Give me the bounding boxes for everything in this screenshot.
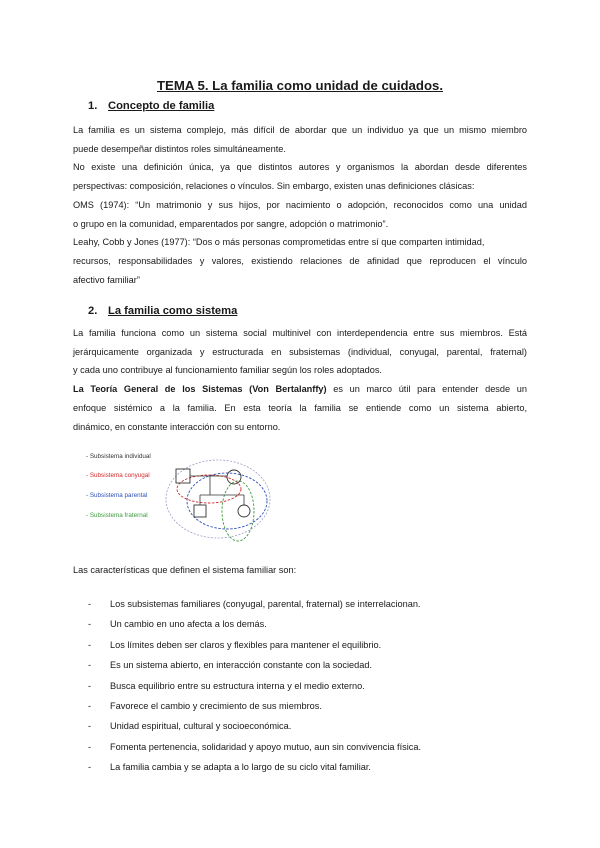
theory-rest: es un marco útil para entender desde un	[326, 384, 527, 395]
subsystems-diagram	[72, 453, 292, 553]
list-dash: -	[88, 680, 92, 691]
section-2-number: 2.	[88, 305, 98, 317]
legend-individual: - Subsistema individual	[86, 453, 151, 460]
list-item-text: Busca equilibrio entre su estructura interna y el medio externo.	[110, 680, 365, 691]
list-dash: -	[88, 721, 92, 732]
legend-parental: - Subsistema parental	[86, 492, 148, 499]
list-dash: -	[88, 599, 92, 609]
paragraph-line: o grupo en la comunidad, emparentados por sangre, adopción o matrimonio”.	[73, 218, 389, 229]
list-item-text: La familia cambia y se adapta a lo largo de su ciclo vital familiar.	[110, 762, 371, 773]
list-dash: -	[88, 700, 92, 711]
paragraph-line: recursos, responsabilidades y valores, existiendo relaciones de afinidad que reproducen el vínculo	[73, 255, 527, 266]
section-2-body	[73, 324, 527, 436]
family-boundary	[166, 460, 270, 538]
paragraph-line: y cada uno contribuye al funcionamiento familiar según los roles adoptados.	[73, 365, 382, 376]
paragraph-line: OMS (1974): “Un matrimonio y sus hijos, por nacimiento o adopción, reconocidos como una unidad	[73, 199, 527, 210]
section-1-heading	[88, 100, 214, 112]
paragraph-line: puede desempeñar distintos roles simultáneamente.	[73, 143, 286, 154]
member-child-1	[194, 505, 206, 517]
paragraph-line: No existe una definición única, ya que distintos autores y organismos la abordan desde diferentes	[73, 162, 527, 173]
list-item-text: Unidad espiritual, cultural y socioeconómica.	[110, 721, 292, 732]
section-1-body	[73, 121, 527, 289]
list-dash: -	[88, 762, 92, 773]
list-dash: -	[88, 639, 92, 650]
paragraph-line: Leahy, Cobb y Jones (1977): “Dos o más personas comprometidas entre sí que comparten intimidad,	[73, 237, 485, 248]
conyugal-subsystem	[177, 475, 241, 503]
list-item-text: Un cambio en uno afecta a los demás.	[110, 619, 267, 630]
legend-fraternal: - Subsistema fraternal	[86, 512, 148, 519]
page-title: TEMA 5. La familia como unidad de cuidados.	[156, 78, 444, 93]
list-item-text: Los subsistemas familiares (conyugal, parental, fraternal) se interrelacionan.	[110, 599, 421, 609]
section-2-heading	[88, 305, 237, 317]
list-dash: -	[88, 660, 92, 671]
list-dash: -	[88, 619, 92, 630]
paragraph-line: dinámico, en constante interacción con su entorno.	[73, 421, 281, 432]
theory-line	[73, 380, 527, 399]
section-1-number: 1.	[88, 100, 98, 112]
list-dash: -	[88, 741, 92, 752]
paragraph-line: enfoque sistémico a la familia. En esta teoría la familia se entiende como un sistema abierto,	[73, 402, 527, 413]
paragraph-line: La familia funciona como un sistema social multinivel con interdependencia entre sus miembros. Está	[73, 328, 527, 338]
paragraph-line: afectivo familiar”	[73, 274, 140, 285]
theory-name: La Teoría General de los Sistemas (Von Bertalanffy)	[73, 384, 327, 395]
legend-conyugal: - Subsistema conyugal	[86, 472, 150, 479]
section-1-title: Concepto de familia	[108, 100, 215, 112]
characteristics-lead: Las características que definen el sistema familiar son:	[73, 565, 297, 575]
member-child-2	[238, 505, 250, 517]
family-subsystems-figure	[72, 453, 292, 553]
list-item-text: Es un sistema abierto, en interacción constante con la sociedad.	[110, 660, 372, 671]
list-item-text: Fomenta pertenencia, solidaridad y apoyo mutuo, aun sin convivencia física.	[110, 741, 422, 752]
paragraph-line: La familia es un sistema complejo, más difícil de abordar que un individuo ya que un mismo miembro	[73, 125, 527, 135]
list-item-text: Los límites deben ser claros y flexibles para mantener el equilibrio.	[110, 639, 382, 650]
paragraph-line: jerárquicamente organizada y estructurada en subsistemas (individual, conyugal, parental, fraternal)	[73, 346, 527, 357]
parental-subsystem	[187, 473, 267, 529]
paragraph-line: perspectivas: composición, relaciones o vínculos. Sin embargo, existen unas definiciones clásicas:	[73, 181, 475, 192]
list-item-text: Favorece el cambio y crecimiento de sus miembros.	[110, 700, 322, 711]
section-2-title: La familia como sistema	[108, 305, 238, 317]
